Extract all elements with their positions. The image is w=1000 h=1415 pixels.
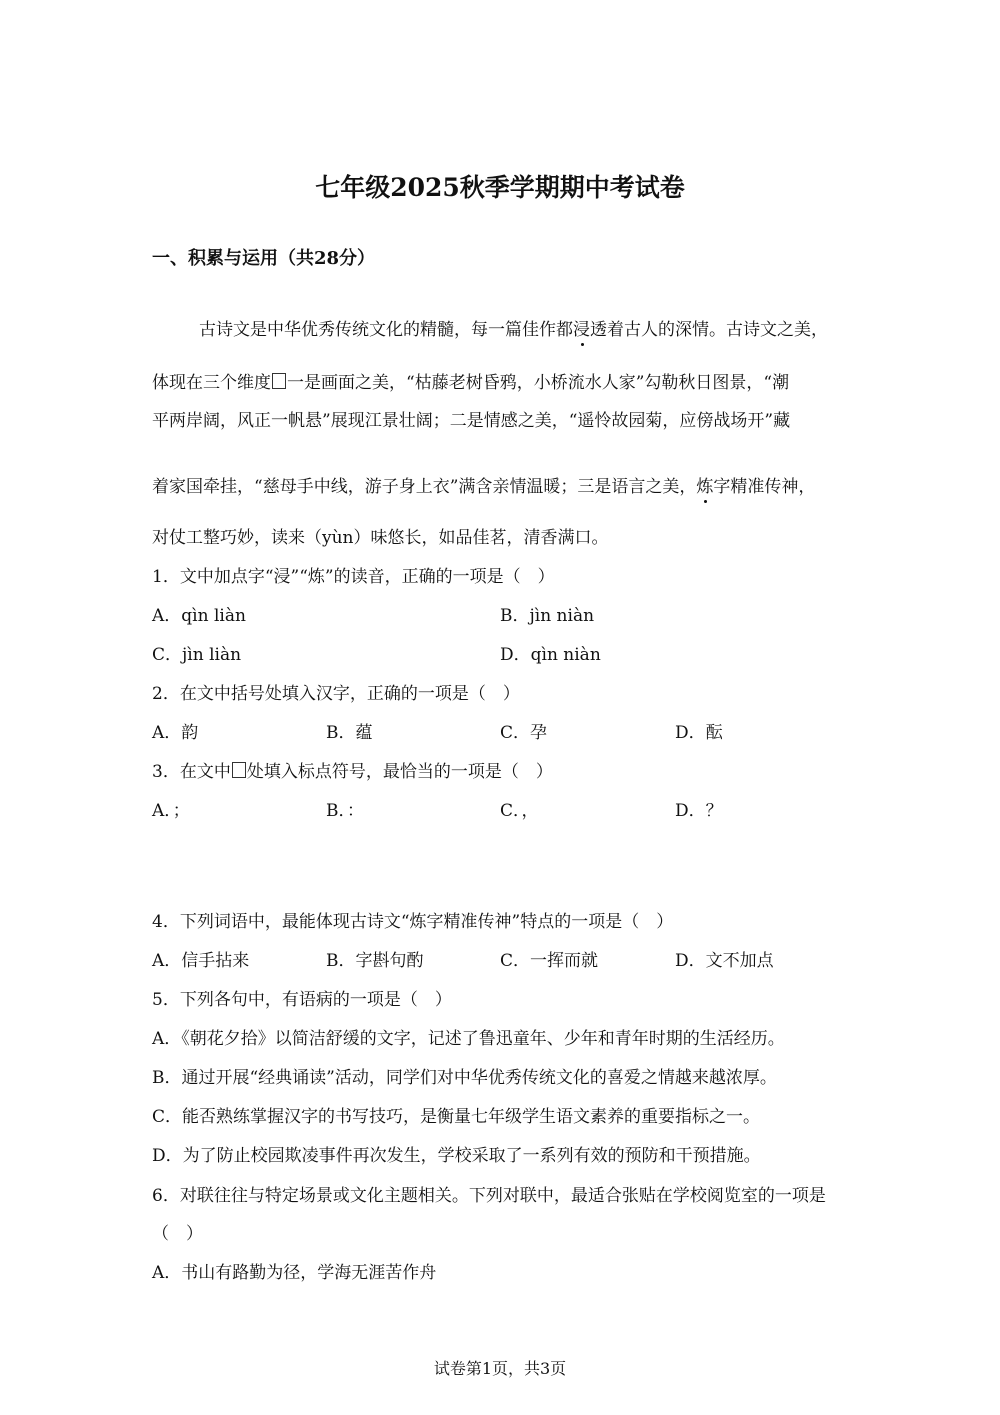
- q4-option-d[interactable]: D．文不加点: [675, 951, 774, 971]
- dotted-char-lian: 炼: [696, 472, 713, 497]
- passage-text: 一是画面之美，“枯藤老树昏鸦，小桥流水人家”勾勒秋日图景，“潮: [287, 373, 790, 393]
- question-1-stem: 1．文中加点字“浸”“炼”的读音，正确的一项是（ ）: [152, 567, 555, 587]
- q1-option-c[interactable]: C．jìn liàn: [152, 645, 242, 665]
- q1-option-b[interactable]: B．jìn niàn: [500, 606, 595, 626]
- q6-option-a[interactable]: A．书山有路勤为径，学海无涯苦作舟: [152, 1263, 437, 1283]
- question-6-stem-cont: （ ）: [152, 1224, 203, 1244]
- passage-line-2: [152, 368, 789, 393]
- passage-text: 着家国牵挂，“慈母手中线，游子身上衣”满含亲情温暖；三是语言之美，: [152, 477, 697, 497]
- passage-line-3: 平两岸阔，风正一帆悬”展现江景壮阔；二是情感之美，“遥怜故园菊，应傍战场开”藏: [152, 411, 791, 431]
- q3-option-c[interactable]: C．，: [500, 801, 539, 821]
- q5-option-c[interactable]: C．能否熟练掌握汉字的书写技巧，是衡量七年级学生语文素养的重要指标之一。: [152, 1107, 761, 1127]
- exam-title: 七年级2025秋季学期期中考试卷: [315, 173, 685, 202]
- page-footer: 试卷第1页，共3页: [433, 1359, 567, 1378]
- q3-option-a[interactable]: A．；: [152, 801, 190, 821]
- blank-box: [272, 373, 286, 389]
- q3-option-d[interactable]: D．？: [675, 801, 723, 821]
- question-3-stem: [152, 757, 553, 782]
- passage-line-4: [152, 472, 815, 497]
- dotted-char-jin: 浸: [573, 315, 590, 340]
- question-4-stem: 4．下列词语中，最能体现古诗文“炼字精准传神”特点的一项是（ ）: [152, 912, 674, 932]
- q1-option-d[interactable]: D．qìn niàn: [500, 645, 601, 665]
- question-text: 3．在文中: [152, 762, 231, 782]
- q1-option-a[interactable]: A．qìn liàn: [152, 606, 246, 626]
- blank-box: [232, 762, 246, 778]
- q5-option-a[interactable]: A．《朝花夕拾》以简洁舒缓的文字，记述了鲁迅童年、少年和青年时期的生活经历。: [152, 1029, 785, 1049]
- q4-option-b[interactable]: B．字斟句酌: [326, 951, 424, 971]
- q2-option-c[interactable]: C．孕: [500, 723, 548, 743]
- passage-text: 古诗文是中华优秀传统文化的精髓，每一篇佳作都: [199, 320, 573, 340]
- passage-line-1: [199, 315, 828, 340]
- q3-option-b[interactable]: B．：: [326, 801, 364, 821]
- q2-option-b[interactable]: B．蕴: [326, 723, 373, 743]
- q4-option-a[interactable]: A．信手拈来: [152, 951, 250, 971]
- q5-option-d[interactable]: D．为了防止校园欺凌事件再次发生，学校采取了一系列有效的预防和干预措施。: [152, 1146, 761, 1166]
- question-6-stem: 6．对联往往与特定场景或文化主题相关。下列对联中，最适合张贴在学校阅览室的一项是: [152, 1186, 826, 1206]
- passage-text: 透着古人的深情。古诗文之美，: [590, 320, 828, 340]
- passage-text: 体现在三个维度: [152, 373, 271, 393]
- q2-option-d[interactable]: D．酝: [675, 723, 723, 743]
- question-text: 处填入标点符号，最恰当的一项是（ ）: [246, 762, 553, 782]
- question-5-stem: 5．下列各句中，有语病的一项是（ ）: [152, 990, 452, 1010]
- passage-line-5: 对仗工整巧妙，读来（yùn）味悠长，如品佳茗，清香满口。: [152, 528, 609, 548]
- passage-text: 字精准传神，: [713, 477, 816, 497]
- question-2-stem: 2．在文中括号处填入汉字，正确的一项是（ ）: [152, 684, 520, 704]
- q2-option-a[interactable]: A．韵: [152, 723, 199, 743]
- q5-option-b[interactable]: B．通过开展“经典诵读”活动，同学们对中华优秀传统文化的喜爱之情越来越浓厚。: [152, 1068, 777, 1088]
- q4-option-c[interactable]: C．一挥而就: [500, 951, 599, 971]
- section-heading: 一、积累与运用（共28分）: [152, 248, 376, 269]
